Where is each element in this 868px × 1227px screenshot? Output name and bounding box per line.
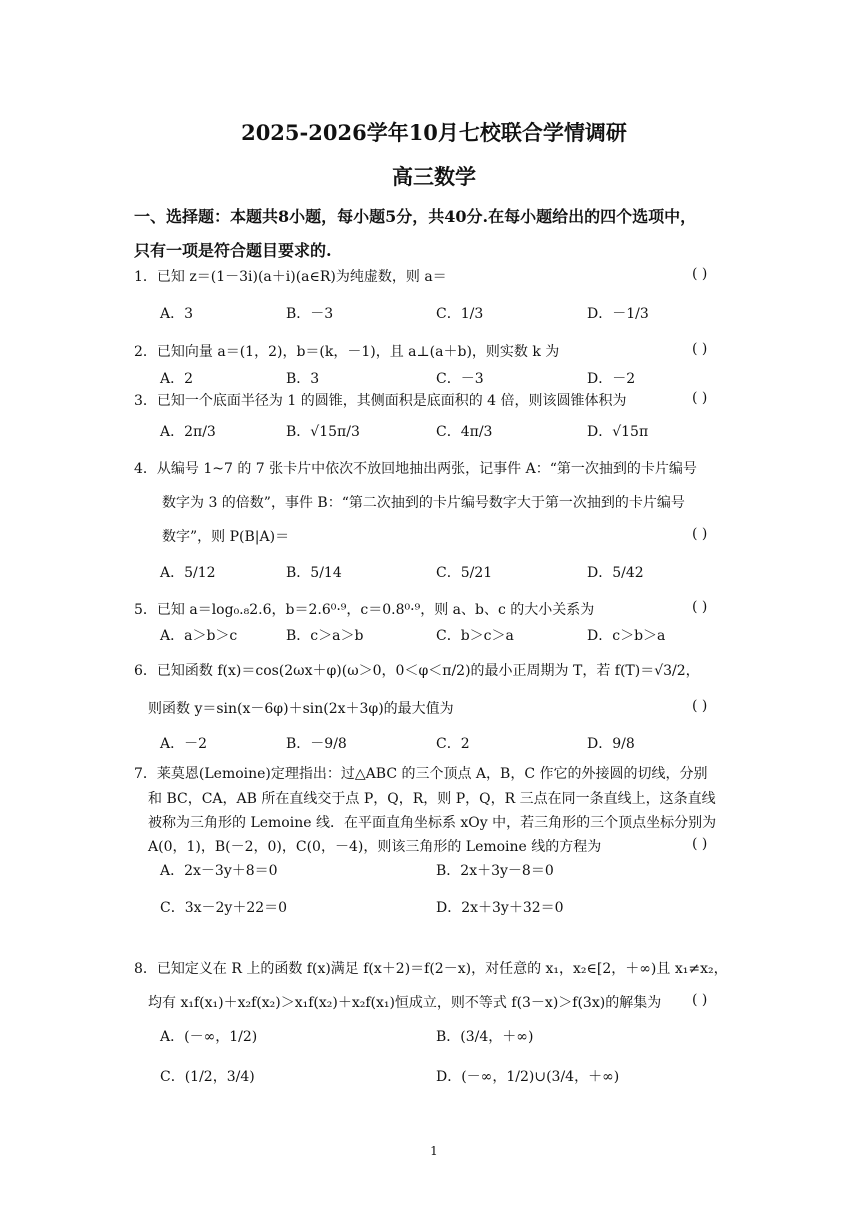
question-2-option-d: D．－2 — [587, 371, 636, 387]
question-3-stem: 3．已知一个底面半径为 1 的圆锥，其侧面积是底面积的 4 倍，则该圆锥体积为 — [134, 393, 627, 409]
question-8-stem-line1: 8．已知定义在 R 上的函数 f(x)满足 f(x＋2)＝f(2－x)，对任意的 x₁，x₂∈[2，＋∞)且 x₁≠x₂， — [134, 961, 728, 977]
question-7-stem-line2: 和 BC，CA，AB 所在直线交于点 P，Q，R，则 P，Q，R 三点在同一条直线上，这条直线 — [148, 791, 716, 807]
question-1-option-d: D．－1/3 — [587, 306, 649, 322]
question-6-stem-line2: 则函数 y＝sin(x－6φ)＋sin(2x＋3φ)的最大值为 — [148, 701, 454, 717]
question-4-stem-line2: 数字为 3 的倍数”，事件 B：“第二次抽到的卡片编号数字大于第一次抽到的卡片编号 — [162, 495, 685, 511]
question-8-option-d: D．(－∞，1/2)∪(3/4，＋∞) — [436, 1069, 620, 1085]
question-1-option-c: C．1/3 — [436, 306, 484, 322]
question-6-stem-line1: 6．已知函数 f(x)＝cos(2ωx＋φ)(ω＞0，0＜φ＜π/2)的最小正周期为 T，若 f(T)＝√3/2， — [134, 663, 700, 679]
answer-blank-8: ( ) — [692, 992, 708, 1008]
question-7-option-d: D．2x＋3y＋32＝0 — [436, 900, 564, 916]
question-4-stem-line1: 4．从编号 1~7 的 7 张卡片中依次不放回地抽出两张，记事件 A：“第一次抽到的卡片编号 — [134, 461, 697, 477]
page-title: 2025-2026学年10月七校联合学情调研 — [241, 120, 627, 145]
section-heading-line1: 一、选择题：本题共8小题，每小题5分，共40分.在每小题给出的四个选项中， — [134, 207, 697, 226]
question-8-stem-line2: 均有 x₁f(x₁)＋x₂f(x₂)＞x₁f(x₂)＋x₂f(x₁)恒成立，则不等式 f(3－x)＞f(3x)的解集为 — [148, 995, 662, 1011]
question-6-option-b: B．－9/8 — [286, 736, 347, 752]
answer-blank-4: ( ) — [692, 526, 708, 542]
question-4-option-d: D．5/42 — [587, 565, 644, 581]
answer-blank-6: ( ) — [692, 698, 708, 714]
question-3-option-c: C．4π/3 — [436, 424, 493, 440]
question-5-option-c: C．b＞c＞a — [436, 628, 514, 644]
answer-blank-5: ( ) — [692, 599, 708, 615]
question-3-option-b: B．√15π/3 — [286, 424, 360, 440]
question-7-stem-line3: 被称为三角形的 Lemoine 线．在平面直角坐标系 xOy 中，若三角形的三个顶点坐标分别为 — [148, 815, 717, 831]
page-subtitle: 高三数学 — [392, 164, 476, 189]
question-1-option-a: A．3 — [160, 306, 194, 322]
question-7-stem-line4: A(0，1)，B(－2，0)，C(0，－4)，则该三角形的 Lemoine 线的方程为 — [148, 839, 602, 855]
question-2-option-c: C．－3 — [436, 371, 484, 387]
question-7-option-a: A．2x－3y＋8＝0 — [160, 863, 278, 879]
question-8-option-c: C．(1/2，3/4) — [160, 1069, 255, 1085]
answer-blank-3: ( ) — [692, 390, 708, 406]
question-6-option-d: D．9/8 — [587, 736, 635, 752]
question-4-option-b: B．5/14 — [286, 565, 342, 581]
question-5-option-b: B．c＞a＞b — [286, 628, 364, 644]
question-2-option-a: A．2 — [160, 371, 194, 387]
answer-blank-1: ( ) — [692, 266, 708, 282]
question-5-option-d: D．c＞b＞a — [587, 628, 666, 644]
section-heading-line2: 只有一项是符合题目要求的. — [134, 241, 332, 260]
question-2-option-b: B．3 — [286, 371, 320, 387]
question-1-stem: 1．已知 z＝(1－3i)(a＋i)(a∈R)为纯虚数，则 a＝ — [134, 269, 447, 285]
answer-blank-2: ( ) — [692, 341, 708, 357]
question-1-option-b: B．－3 — [286, 306, 334, 322]
question-7-stem-line1: 7．莱莫恩(Lemoine)定理指出：过△ABC 的三个顶点 A，B，C 作它的外接圆的切线，分别 — [134, 766, 708, 782]
page-number: 1 — [430, 1144, 438, 1158]
question-5-stem: 5．已知 a＝log₀.₈2.6，b＝2.6⁰·⁹，c＝0.8⁰·⁹，则 a、b、c 的大小关系为 — [134, 602, 595, 618]
question-4-option-c: C．5/21 — [436, 565, 493, 581]
question-7-option-b: B．2x＋3y－8＝0 — [436, 863, 554, 879]
question-5-option-a: A．a＞b＞c — [160, 628, 238, 644]
question-2-stem: 2．已知向量 a＝(1，2)，b＝(k，－1)，且 a⊥(a＋b)，则实数 k 为 — [134, 344, 560, 360]
question-3-option-d: D．√15π — [587, 424, 649, 440]
question-4-option-a: A．5/12 — [160, 565, 216, 581]
question-3-option-a: A．2π/3 — [160, 424, 216, 440]
answer-blank-7: ( ) — [692, 836, 708, 852]
question-8-option-b: B．(3/4，＋∞) — [436, 1029, 534, 1045]
question-6-option-c: C．2 — [436, 736, 470, 752]
question-7-option-c: C．3x－2y＋22＝0 — [160, 900, 288, 916]
question-4-stem-line3: 数字”，则 P(B|A)＝ — [162, 529, 290, 545]
question-6-option-a: A．－2 — [160, 736, 208, 752]
question-8-option-a: A．(－∞，1/2) — [160, 1029, 258, 1045]
